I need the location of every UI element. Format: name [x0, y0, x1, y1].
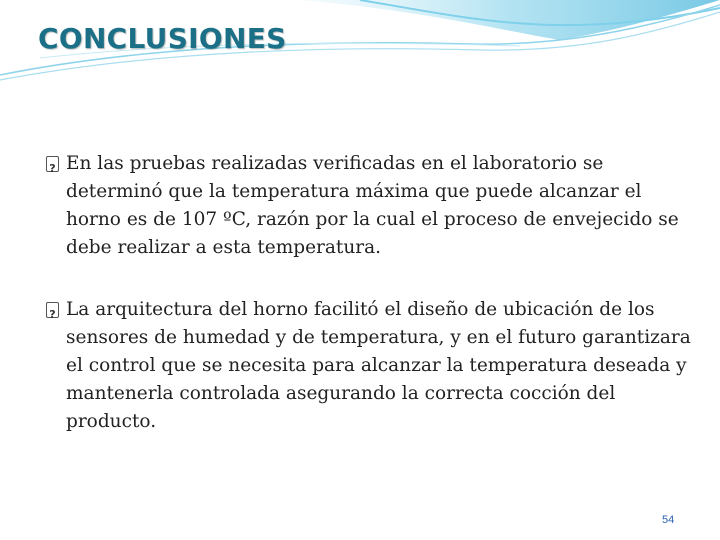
- slide-title: CONCLUSIONES: [38, 22, 287, 55]
- bullet-item: [44, 296, 694, 436]
- bullet-text: En las pruebas realizadas verificadas en el laboratorio se determinó que la temperatura máxima que puede alcanzar el horno es de 107 ºC, razón por la cual el proceso de envejecido se debe realizar a esta temperatura.: [66, 153, 679, 258]
- bullet-list: [44, 150, 694, 470]
- bullet-item: [44, 150, 694, 262]
- page-number: 54: [662, 514, 675, 526]
- missing-glyph-icon: [46, 302, 59, 318]
- missing-glyph-icon: [46, 156, 59, 172]
- bullet-text: La arquitectura del horno facilitó el diseño de ubicación de los sensores de humedad y de temperatura, y en el futuro garantizara el control que se necesita para alcanzar la temperatura deseada y mantenerla controlada asegurando la correcta cocción del producto.: [66, 299, 691, 432]
